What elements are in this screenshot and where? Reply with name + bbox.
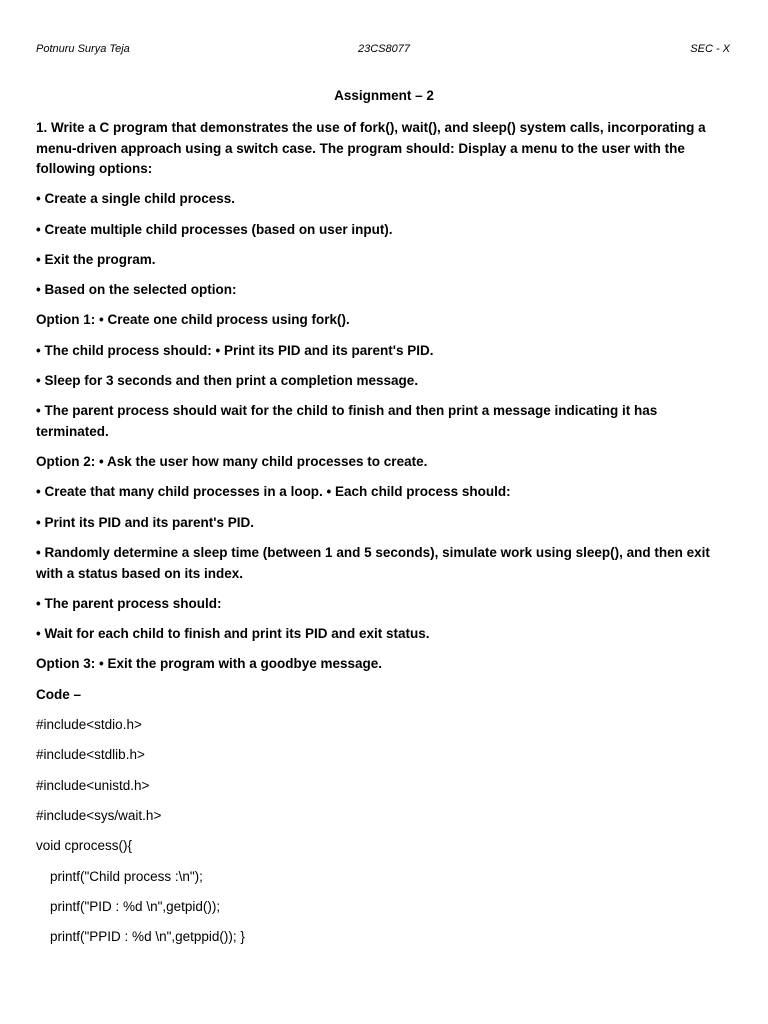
code-line: printf("Child process :\n"); [50, 868, 203, 884]
bullet-item: • Create that many child processes in a loop. • Each child process should: [36, 484, 511, 500]
code-line: #include<stdlib.h> [36, 747, 145, 763]
section-label: SEC - X [690, 43, 730, 55]
option-2-line: Option 2: • Ask the user how many child processes to create. [36, 454, 428, 470]
option-1-line: Option 1: • Create one child process using fork(). [36, 312, 350, 328]
bullet-item: • Randomly determine a sleep time (between 1 and 5 seconds), simulate work using sleep(), and then exit with a status based on its index. [36, 545, 710, 581]
page-header [36, 43, 730, 59]
bullet-item: • Create a single child process. [36, 191, 236, 207]
bullet-item: • The parent process should wait for the child to finish and then print a message indicating it has terminated. [36, 403, 658, 439]
code-line: #include<unistd.h> [36, 777, 150, 793]
bullet-item: • The child process should: • Print its PID and its parent's PID. [36, 342, 434, 358]
bullet-item: • Create multiple child processes (based on user input). [36, 221, 393, 237]
code-heading: Code – [36, 686, 82, 702]
option-3-line: Option 3: • Exit the program with a goodbye message. [36, 656, 383, 672]
code-line: printf("PPID : %d \n",getppid()); } [50, 929, 245, 945]
author-name: Potnuru Surya Teja [36, 43, 130, 55]
code-line: #include<sys/wait.h> [36, 807, 162, 823]
bullet-item: • Exit the program. [36, 251, 156, 267]
roll-number: 23CS8077 [358, 43, 410, 55]
bullet-item: • Based on the selected option: [36, 282, 237, 298]
code-line: printf("PID : %d \n",getpid()); [50, 898, 221, 914]
document-body [36, 118, 726, 957]
bullet-item: • Print its PID and its parent's PID. [36, 514, 254, 530]
question-paragraph: 1. Write a C program that demonstrates the use of fork(), wait(), and sleep() system calls, incorporating a menu-driven approach using a switch case. The program should: Display a menu to the user with the following options: [36, 120, 706, 176]
assignment-title: Assignment – 2 [334, 88, 434, 103]
code-line: #include<stdio.h> [36, 717, 142, 733]
bullet-item: • Sleep for 3 seconds and then print a completion message. [36, 373, 419, 389]
code-line: void cprocess(){ [36, 838, 133, 854]
bullet-item: • Wait for each child to finish and print its PID and exit status. [36, 626, 430, 642]
bullet-item: • The parent process should: [36, 595, 222, 611]
